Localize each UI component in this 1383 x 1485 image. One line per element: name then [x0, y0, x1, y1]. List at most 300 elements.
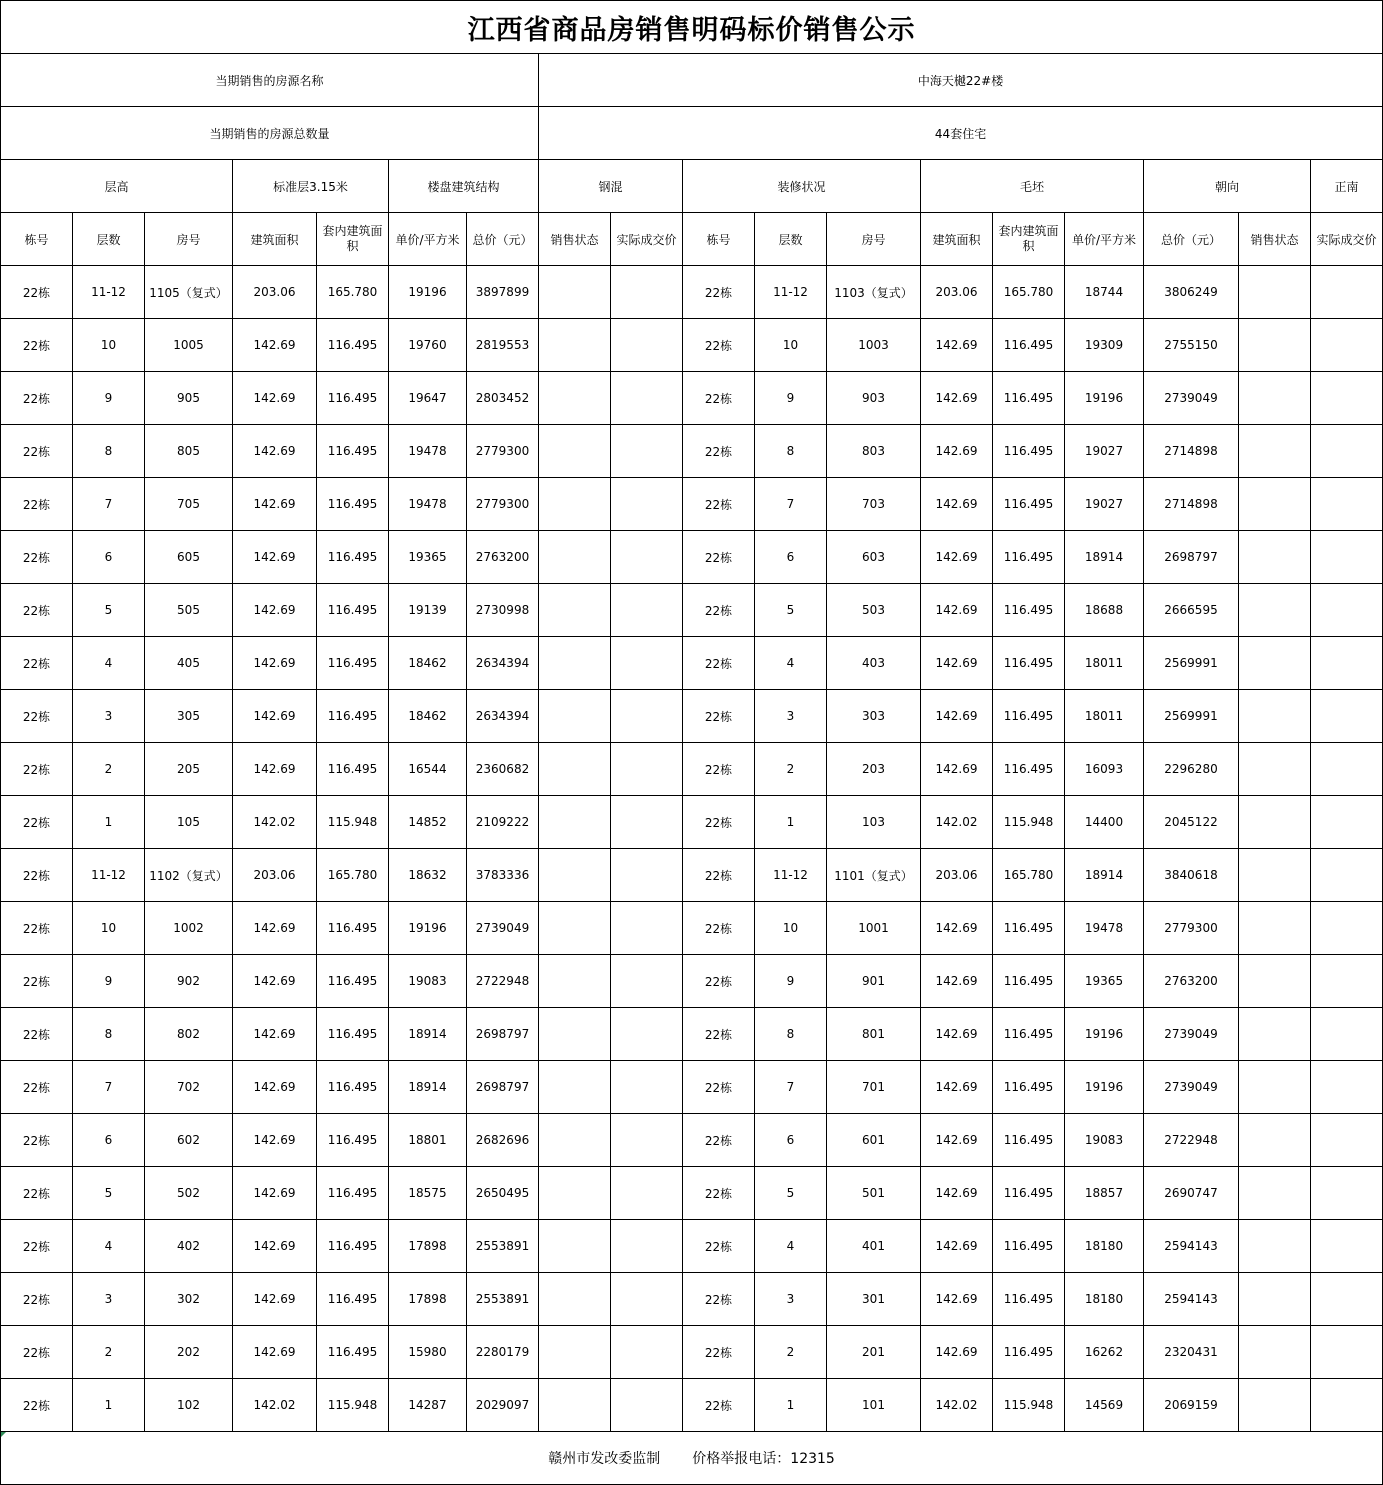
- right-gross-area-cell: 142.69: [921, 372, 993, 425]
- footer-supervisor: 赣州市发改委监制: [548, 1451, 661, 1467]
- left-room-cell: 802: [145, 1008, 233, 1061]
- right-deal-price-cell: [1311, 266, 1383, 319]
- left-sale-status-cell: [539, 902, 611, 955]
- left-building-cell: 22栋: [1, 1167, 73, 1220]
- header-right-inner-area: 套内建筑面积: [993, 213, 1065, 266]
- table-row: [1, 425, 1383, 478]
- left-deal-price-cell: [611, 1326, 683, 1379]
- left-sale-status-cell: [539, 1273, 611, 1326]
- left-unit-price-cell: 19760: [389, 319, 467, 372]
- left-sale-status-cell: [539, 531, 611, 584]
- left-sale-status-cell: [539, 1114, 611, 1167]
- right-building-cell: 22栋: [683, 425, 755, 478]
- left-floor-cell: 4: [73, 637, 145, 690]
- table-row: [1, 1008, 1383, 1061]
- left-room-cell: 405: [145, 637, 233, 690]
- left-inner-area-cell: 116.495: [317, 902, 389, 955]
- left-building-cell: 22栋: [1, 849, 73, 902]
- right-deal-price-cell: [1311, 425, 1383, 478]
- left-total-price-cell: 2553891: [467, 1220, 539, 1273]
- left-room-cell: 502: [145, 1167, 233, 1220]
- left-deal-price-cell: [611, 319, 683, 372]
- right-inner-area-cell: 116.495: [993, 1167, 1065, 1220]
- left-sale-status-cell: [539, 372, 611, 425]
- left-deal-price-cell: [611, 690, 683, 743]
- left-building-cell: 22栋: [1, 531, 73, 584]
- right-deal-price-cell: [1311, 902, 1383, 955]
- left-inner-area-cell: 116.495: [317, 1114, 389, 1167]
- left-total-price-cell: 2779300: [467, 425, 539, 478]
- table-row: [1, 1061, 1383, 1114]
- right-deal-price-cell: [1311, 478, 1383, 531]
- right-floor-cell: 6: [755, 1114, 827, 1167]
- left-gross-area-cell: 142.69: [233, 1114, 317, 1167]
- decoration-value: 毛坯: [921, 160, 1144, 213]
- cell-corner-marker: [1, 1432, 6, 1437]
- right-deal-price-cell: [1311, 531, 1383, 584]
- right-inner-area-cell: 115.948: [993, 796, 1065, 849]
- left-room-cell: 305: [145, 690, 233, 743]
- right-floor-cell: 9: [755, 372, 827, 425]
- right-room-cell: 801: [827, 1008, 921, 1061]
- right-deal-price-cell: [1311, 1220, 1383, 1273]
- left-total-price-cell: 2698797: [467, 1008, 539, 1061]
- left-floor-cell: 5: [73, 1167, 145, 1220]
- right-floor-cell: 11-12: [755, 849, 827, 902]
- right-unit-price-cell: 19196: [1065, 1061, 1144, 1114]
- right-gross-area-cell: 142.69: [921, 1008, 993, 1061]
- right-gross-area-cell: 142.69: [921, 1273, 993, 1326]
- left-inner-area-cell: 116.495: [317, 637, 389, 690]
- header-right-unit-price: 单价/平方米: [1065, 213, 1144, 266]
- right-room-cell: 1001: [827, 902, 921, 955]
- header-left-gross-area: 建筑面积: [233, 213, 317, 266]
- right-unit-price-cell: 19196: [1065, 372, 1144, 425]
- header-left-room: 房号: [145, 213, 233, 266]
- right-room-cell: 503: [827, 584, 921, 637]
- header-left-total-price: 总价（元）: [467, 213, 539, 266]
- left-gross-area-cell: 142.69: [233, 531, 317, 584]
- right-building-cell: 22栋: [683, 1114, 755, 1167]
- right-gross-area-cell: 142.69: [921, 955, 993, 1008]
- right-inner-area-cell: 116.495: [993, 425, 1065, 478]
- right-floor-cell: 2: [755, 743, 827, 796]
- right-total-price-cell: 2714898: [1144, 425, 1239, 478]
- right-gross-area-cell: 142.69: [921, 1114, 993, 1167]
- left-floor-cell: 3: [73, 1273, 145, 1326]
- left-building-cell: 22栋: [1, 796, 73, 849]
- table-row: [1, 1273, 1383, 1326]
- right-room-cell: 401: [827, 1220, 921, 1273]
- right-total-price-cell: 2045122: [1144, 796, 1239, 849]
- left-building-cell: 22栋: [1, 1273, 73, 1326]
- left-unit-price-cell: 18462: [389, 690, 467, 743]
- left-sale-status-cell: [539, 1167, 611, 1220]
- left-building-cell: 22栋: [1, 1114, 73, 1167]
- left-sale-status-cell: [539, 1061, 611, 1114]
- left-room-cell: 805: [145, 425, 233, 478]
- right-deal-price-cell: [1311, 743, 1383, 796]
- left-floor-cell: 6: [73, 1114, 145, 1167]
- left-unit-price-cell: 19365: [389, 531, 467, 584]
- right-unit-price-cell: 14569: [1065, 1379, 1144, 1432]
- table-row: [1, 531, 1383, 584]
- right-inner-area-cell: 116.495: [993, 1008, 1065, 1061]
- left-building-cell: 22栋: [1, 1008, 73, 1061]
- left-room-cell: 602: [145, 1114, 233, 1167]
- right-sale-status-cell: [1239, 1326, 1311, 1379]
- right-gross-area-cell: 142.02: [921, 796, 993, 849]
- right-unit-price-cell: 18914: [1065, 849, 1144, 902]
- left-building-cell: 22栋: [1, 902, 73, 955]
- right-deal-price-cell: [1311, 1114, 1383, 1167]
- right-deal-price-cell: [1311, 319, 1383, 372]
- left-sale-status-cell: [539, 478, 611, 531]
- right-building-cell: 22栋: [683, 637, 755, 690]
- header-right-sale-status: 销售状态: [1239, 213, 1311, 266]
- left-deal-price-cell: [611, 1167, 683, 1220]
- right-sale-status-cell: [1239, 1220, 1311, 1273]
- left-unit-price-cell: 18801: [389, 1114, 467, 1167]
- structure-value: 钢混: [539, 160, 683, 213]
- right-inner-area-cell: 116.495: [993, 690, 1065, 743]
- left-floor-cell: 4: [73, 1220, 145, 1273]
- right-floor-cell: 8: [755, 1008, 827, 1061]
- left-gross-area-cell: 142.69: [233, 1061, 317, 1114]
- right-sale-status-cell: [1239, 531, 1311, 584]
- right-room-cell: 103: [827, 796, 921, 849]
- right-deal-price-cell: [1311, 1273, 1383, 1326]
- right-room-cell: 1101（复式）: [827, 849, 921, 902]
- right-inner-area-cell: 116.495: [993, 902, 1065, 955]
- right-floor-cell: 4: [755, 637, 827, 690]
- left-sale-status-cell: [539, 955, 611, 1008]
- listing-count-value: 44套住宅: [539, 107, 1383, 160]
- left-room-cell: 505: [145, 584, 233, 637]
- right-building-cell: 22栋: [683, 849, 755, 902]
- left-gross-area-cell: 142.69: [233, 1326, 317, 1379]
- right-unit-price-cell: 18744: [1065, 266, 1144, 319]
- right-room-cell: 603: [827, 531, 921, 584]
- header-left-unit-price: 单价/平方米: [389, 213, 467, 266]
- left-inner-area-cell: 116.495: [317, 1220, 389, 1273]
- right-room-cell: 703: [827, 478, 921, 531]
- right-sale-status-cell: [1239, 1167, 1311, 1220]
- left-inner-area-cell: 165.780: [317, 849, 389, 902]
- right-inner-area-cell: 116.495: [993, 743, 1065, 796]
- table-row: [1, 372, 1383, 425]
- right-total-price-cell: 2594143: [1144, 1273, 1239, 1326]
- listing-name-label: 当期销售的房源名称: [1, 54, 539, 107]
- left-gross-area-cell: 142.69: [233, 690, 317, 743]
- right-deal-price-cell: [1311, 372, 1383, 425]
- left-gross-area-cell: 142.69: [233, 902, 317, 955]
- left-gross-area-cell: 142.69: [233, 425, 317, 478]
- right-total-price-cell: 2569991: [1144, 637, 1239, 690]
- right-total-price-cell: 2714898: [1144, 478, 1239, 531]
- left-building-cell: 22栋: [1, 1379, 73, 1432]
- right-total-price-cell: 2739049: [1144, 372, 1239, 425]
- left-inner-area-cell: 116.495: [317, 690, 389, 743]
- left-total-price-cell: 2730998: [467, 584, 539, 637]
- right-room-cell: 1003: [827, 319, 921, 372]
- table-row: [1, 743, 1383, 796]
- right-sale-status-cell: [1239, 372, 1311, 425]
- right-inner-area-cell: 116.495: [993, 1114, 1065, 1167]
- left-total-price-cell: 2779300: [467, 478, 539, 531]
- left-unit-price-cell: 18914: [389, 1008, 467, 1061]
- right-room-cell: 301: [827, 1273, 921, 1326]
- right-deal-price-cell: [1311, 849, 1383, 902]
- right-gross-area-cell: 142.69: [921, 531, 993, 584]
- left-deal-price-cell: [611, 1114, 683, 1167]
- left-total-price-cell: 2360682: [467, 743, 539, 796]
- right-unit-price-cell: 18011: [1065, 690, 1144, 743]
- left-room-cell: 705: [145, 478, 233, 531]
- right-sale-status-cell: [1239, 1008, 1311, 1061]
- right-floor-cell: 2: [755, 1326, 827, 1379]
- left-unit-price-cell: 19647: [389, 372, 467, 425]
- right-total-price-cell: 3806249: [1144, 266, 1239, 319]
- right-gross-area-cell: 142.69: [921, 319, 993, 372]
- right-unit-price-cell: 18180: [1065, 1273, 1144, 1326]
- header-right-building: 栋号: [683, 213, 755, 266]
- right-inner-area-cell: 116.495: [993, 1061, 1065, 1114]
- right-gross-area-cell: 142.69: [921, 743, 993, 796]
- right-total-price-cell: 2666595: [1144, 584, 1239, 637]
- right-floor-cell: 1: [755, 796, 827, 849]
- left-total-price-cell: 2763200: [467, 531, 539, 584]
- left-deal-price-cell: [611, 1220, 683, 1273]
- left-sale-status-cell: [539, 319, 611, 372]
- left-deal-price-cell: [611, 478, 683, 531]
- right-room-cell: 101: [827, 1379, 921, 1432]
- right-building-cell: 22栋: [683, 1061, 755, 1114]
- left-total-price-cell: 2650495: [467, 1167, 539, 1220]
- left-floor-cell: 6: [73, 531, 145, 584]
- left-inner-area-cell: 115.948: [317, 796, 389, 849]
- left-room-cell: 202: [145, 1326, 233, 1379]
- left-inner-area-cell: 116.495: [317, 1326, 389, 1379]
- left-inner-area-cell: 116.495: [317, 1167, 389, 1220]
- left-floor-cell: 11-12: [73, 849, 145, 902]
- left-inner-area-cell: 116.495: [317, 955, 389, 1008]
- left-total-price-cell: 2634394: [467, 690, 539, 743]
- footer-cell: [1, 1432, 1383, 1485]
- left-building-cell: 22栋: [1, 319, 73, 372]
- left-building-cell: 22栋: [1, 425, 73, 478]
- left-deal-price-cell: [611, 796, 683, 849]
- right-unit-price-cell: 19478: [1065, 902, 1144, 955]
- right-unit-price-cell: 19083: [1065, 1114, 1144, 1167]
- left-room-cell: 605: [145, 531, 233, 584]
- left-floor-cell: 9: [73, 955, 145, 1008]
- right-gross-area-cell: 142.69: [921, 637, 993, 690]
- table-row: [1, 1220, 1383, 1273]
- right-gross-area-cell: 142.69: [921, 478, 993, 531]
- right-sale-status-cell: [1239, 690, 1311, 743]
- right-sale-status-cell: [1239, 1379, 1311, 1432]
- table-row: [1, 690, 1383, 743]
- right-floor-cell: 10: [755, 902, 827, 955]
- left-room-cell: 1105（复式）: [145, 266, 233, 319]
- header-right-room: 房号: [827, 213, 921, 266]
- left-sale-status-cell: [539, 690, 611, 743]
- table-row: [1, 849, 1383, 902]
- left-floor-cell: 9: [73, 372, 145, 425]
- left-room-cell: 205: [145, 743, 233, 796]
- right-inner-area-cell: 116.495: [993, 478, 1065, 531]
- left-unit-price-cell: 16544: [389, 743, 467, 796]
- left-gross-area-cell: 142.02: [233, 796, 317, 849]
- left-floor-cell: 2: [73, 743, 145, 796]
- right-unit-price-cell: 16262: [1065, 1326, 1144, 1379]
- left-deal-price-cell: [611, 425, 683, 478]
- right-building-cell: 22栋: [683, 796, 755, 849]
- listing-count-label: 当期销售的房源总数量: [1, 107, 539, 160]
- left-deal-price-cell: [611, 372, 683, 425]
- right-inner-area-cell: 116.495: [993, 319, 1065, 372]
- right-total-price-cell: 2739049: [1144, 1008, 1239, 1061]
- header-left-deal-price: 实际成交价: [611, 213, 683, 266]
- right-gross-area-cell: 142.69: [921, 690, 993, 743]
- left-floor-cell: 5: [73, 584, 145, 637]
- right-unit-price-cell: 18180: [1065, 1220, 1144, 1273]
- right-unit-price-cell: 18857: [1065, 1167, 1144, 1220]
- right-sale-status-cell: [1239, 743, 1311, 796]
- left-deal-price-cell: [611, 531, 683, 584]
- left-building-cell: 22栋: [1, 1061, 73, 1114]
- left-unit-price-cell: 14287: [389, 1379, 467, 1432]
- right-gross-area-cell: 142.69: [921, 425, 993, 478]
- left-sale-status-cell: [539, 637, 611, 690]
- right-building-cell: 22栋: [683, 690, 755, 743]
- right-room-cell: 701: [827, 1061, 921, 1114]
- left-gross-area-cell: 142.02: [233, 1379, 317, 1432]
- structure-label: 楼盘建筑结构: [389, 160, 539, 213]
- right-deal-price-cell: [1311, 1061, 1383, 1114]
- right-sale-status-cell: [1239, 637, 1311, 690]
- left-total-price-cell: 2682696: [467, 1114, 539, 1167]
- left-floor-cell: 7: [73, 1061, 145, 1114]
- right-inner-area-cell: 116.495: [993, 531, 1065, 584]
- listing-name-value: 中海天樾22#楼: [539, 54, 1383, 107]
- left-room-cell: 105: [145, 796, 233, 849]
- right-room-cell: 901: [827, 955, 921, 1008]
- right-room-cell: 201: [827, 1326, 921, 1379]
- right-inner-area-cell: 116.495: [993, 584, 1065, 637]
- left-deal-price-cell: [611, 849, 683, 902]
- header-right-floor: 层数: [755, 213, 827, 266]
- right-sale-status-cell: [1239, 584, 1311, 637]
- left-sale-status-cell: [539, 1220, 611, 1273]
- right-floor-cell: 8: [755, 425, 827, 478]
- right-inner-area-cell: 116.495: [993, 637, 1065, 690]
- left-unit-price-cell: 19139: [389, 584, 467, 637]
- left-total-price-cell: 2739049: [467, 902, 539, 955]
- right-building-cell: 22栋: [683, 1167, 755, 1220]
- left-total-price-cell: 2109222: [467, 796, 539, 849]
- right-building-cell: 22栋: [683, 266, 755, 319]
- right-unit-price-cell: 18688: [1065, 584, 1144, 637]
- right-unit-price-cell: 18914: [1065, 531, 1144, 584]
- right-gross-area-cell: 142.69: [921, 1167, 993, 1220]
- left-unit-price-cell: 19478: [389, 478, 467, 531]
- right-building-cell: 22栋: [683, 1326, 755, 1379]
- left-deal-price-cell: [611, 1008, 683, 1061]
- left-deal-price-cell: [611, 1379, 683, 1432]
- right-floor-cell: 7: [755, 478, 827, 531]
- right-sale-status-cell: [1239, 849, 1311, 902]
- left-floor-cell: 11-12: [73, 266, 145, 319]
- floor-height-value: 标准层3.15米: [233, 160, 389, 213]
- right-building-cell: 22栋: [683, 319, 755, 372]
- left-total-price-cell: 2029097: [467, 1379, 539, 1432]
- left-building-cell: 22栋: [1, 584, 73, 637]
- right-building-cell: 22栋: [683, 531, 755, 584]
- left-inner-area-cell: 116.495: [317, 319, 389, 372]
- right-total-price-cell: 2698797: [1144, 531, 1239, 584]
- right-total-price-cell: 2755150: [1144, 319, 1239, 372]
- right-room-cell: 501: [827, 1167, 921, 1220]
- table-row: [1, 637, 1383, 690]
- right-deal-price-cell: [1311, 584, 1383, 637]
- left-unit-price-cell: 19478: [389, 425, 467, 478]
- table-row: [1, 955, 1383, 1008]
- left-deal-price-cell: [611, 743, 683, 796]
- left-room-cell: 902: [145, 955, 233, 1008]
- right-unit-price-cell: 19027: [1065, 425, 1144, 478]
- left-gross-area-cell: 142.69: [233, 1008, 317, 1061]
- table-row: [1, 584, 1383, 637]
- left-sale-status-cell: [539, 266, 611, 319]
- left-unit-price-cell: 15980: [389, 1326, 467, 1379]
- right-floor-cell: 9: [755, 955, 827, 1008]
- left-inner-area-cell: 116.495: [317, 1008, 389, 1061]
- right-building-cell: 22栋: [683, 955, 755, 1008]
- page-title: 江西省商品房销售明码标价销售公示: [1, 1, 1383, 54]
- left-gross-area-cell: 142.69: [233, 372, 317, 425]
- table-row: [1, 1114, 1383, 1167]
- left-building-cell: 22栋: [1, 955, 73, 1008]
- right-unit-price-cell: 19309: [1065, 319, 1144, 372]
- right-total-price-cell: 2594143: [1144, 1220, 1239, 1273]
- right-total-price-cell: 2690747: [1144, 1167, 1239, 1220]
- right-unit-price-cell: 19365: [1065, 955, 1144, 1008]
- left-building-cell: 22栋: [1, 637, 73, 690]
- right-deal-price-cell: [1311, 1326, 1383, 1379]
- right-room-cell: 403: [827, 637, 921, 690]
- left-unit-price-cell: 19196: [389, 266, 467, 319]
- table-row: [1, 319, 1383, 372]
- header-left-floor: 层数: [73, 213, 145, 266]
- left-gross-area-cell: 142.69: [233, 1167, 317, 1220]
- orientation-label: 朝向: [1144, 160, 1311, 213]
- right-floor-cell: 11-12: [755, 266, 827, 319]
- right-room-cell: 303: [827, 690, 921, 743]
- left-unit-price-cell: 18575: [389, 1167, 467, 1220]
- left-unit-price-cell: 14852: [389, 796, 467, 849]
- right-total-price-cell: 2739049: [1144, 1061, 1239, 1114]
- right-building-cell: 22栋: [683, 372, 755, 425]
- right-room-cell: 903: [827, 372, 921, 425]
- right-sale-status-cell: [1239, 1273, 1311, 1326]
- right-deal-price-cell: [1311, 1379, 1383, 1432]
- left-total-price-cell: 2698797: [467, 1061, 539, 1114]
- right-inner-area-cell: 116.495: [993, 955, 1065, 1008]
- left-building-cell: 22栋: [1, 372, 73, 425]
- table-row: [1, 1326, 1383, 1379]
